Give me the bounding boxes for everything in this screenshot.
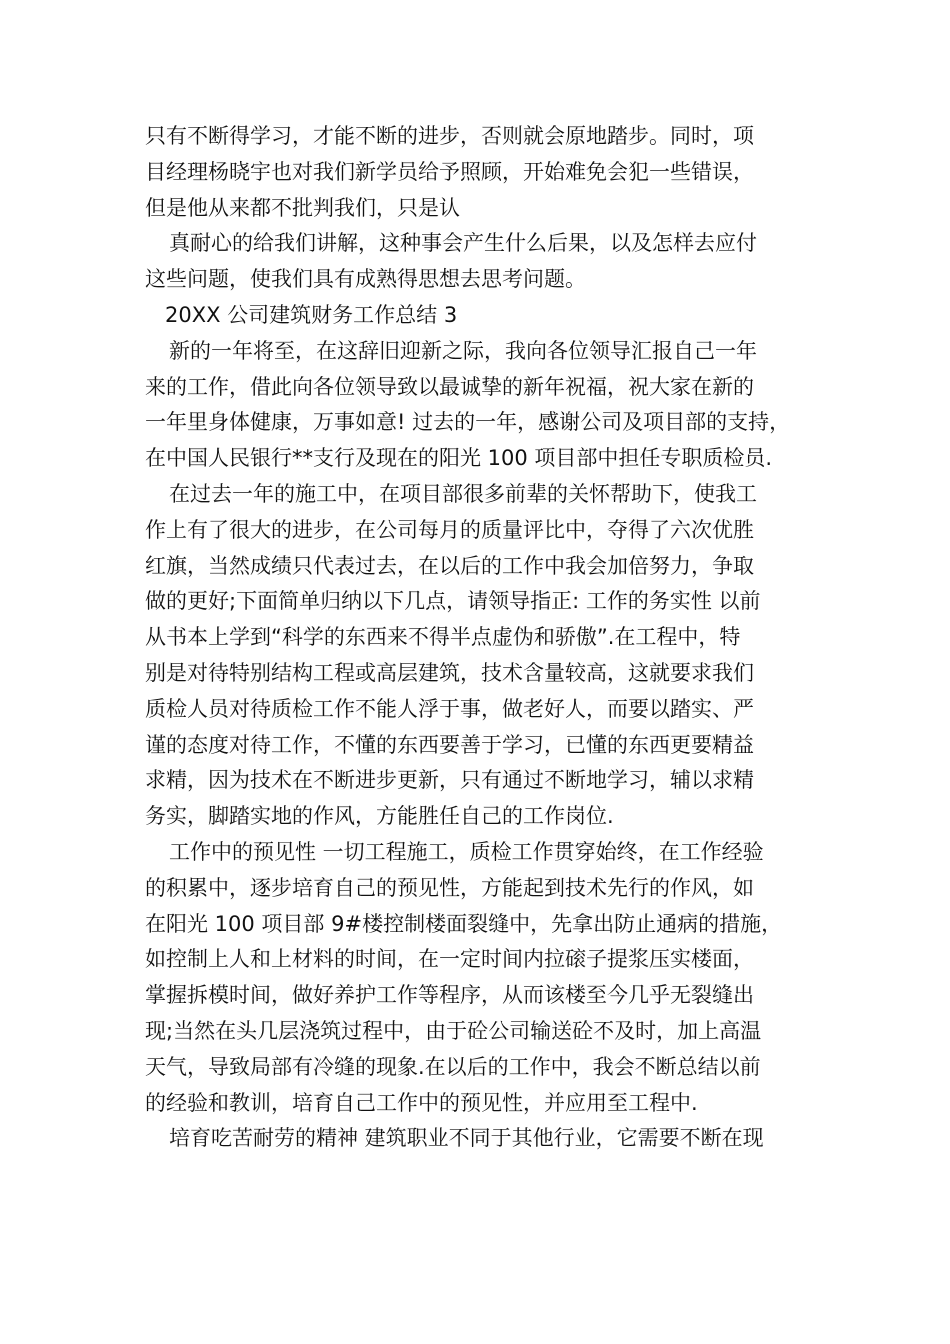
- text-line: 工作中的预见性 一切工程施工，质检工作贯穿始终，在工作经验: [169, 839, 764, 864]
- text-line: 谨的态度对待工作，不懂的东西要善于学习，已懂的东西更要精益: [145, 732, 754, 757]
- text-line: 务实，脚踏实地的作风，方能胜任自己的工作岗位.: [145, 804, 614, 829]
- text-line: 目经理杨晓宇也对我们新学员给予照顾，开始难免会犯一些错误，: [145, 159, 754, 184]
- text-line: 培育吃苦耐劳的精神 建筑职业不同于其他行业，它需要不断在现: [169, 1126, 764, 1151]
- text-line: 从书本上学到“科学的东西来不得半点虚伪和骄傲”.在工程中，特: [145, 625, 741, 650]
- text-line: 这些问题，使我们具有成熟得思想去思考问题。: [145, 267, 586, 292]
- text-line: 别是对待特别结构工程或高层建筑，技术含量较高，这就要求我们: [145, 660, 754, 685]
- text-line: 现;当然在头几层浇筑过程中，由于砼公司输送砼不及时，加上高温: [145, 1018, 762, 1043]
- text-line: 求精，因为技术在不断进步更新，只有通过不断地学习，辅以求精: [145, 768, 754, 793]
- text-line: 来的工作，借此向各位领导致以最诚挚的新年祝福，祝大家在新的: [145, 374, 754, 399]
- text-line: 一年里身体健康，万事如意! 过去的一年，感谢公司及项目部的支持，: [145, 410, 791, 435]
- text-line: 在过去一年的施工中，在项目部很多前辈的关怀帮助下，使我工: [169, 481, 757, 506]
- text-line: 质检人员对待质检工作不能人浮于事，做老好人，而要以踏实、严: [145, 696, 754, 721]
- text-line: 的积累中，逐步培育自己的预见性，方能起到技术先行的作风，如: [145, 875, 754, 900]
- text-line: 如控制上人和上材料的时间，在一定时间内拉磙子提浆压实楼面，: [145, 947, 754, 972]
- text-line: 作上有了很大的进步，在公司每月的质量评比中，夺得了六次优胜: [145, 517, 754, 542]
- text-line: 天气，导致局部有冷缝的现象.在以后的工作中，我会不断总结以前: [145, 1054, 761, 1079]
- text-line: 新的一年将至，在这辞旧迎新之际，我向各位领导汇报自己一年: [169, 338, 757, 363]
- text-line: 的经验和教训，培育自己工作中的预见性，并应用至工程中.: [145, 1090, 698, 1115]
- text-line: 真耐心的给我们讲解，这种事会产生什么后果，以及怎样去应付: [169, 231, 757, 256]
- text-line: 掌握拆模时间，做好养护工作等程序，从而该楼至今几乎无裂缝出: [145, 983, 754, 1008]
- text-line: 但是他从来都不批判我们，只是认: [145, 195, 460, 220]
- text-line: 做的更好;下面简单归纳以下几点，请领导指正: 工作的务实性 以前: [145, 589, 761, 614]
- document-body: [145, 119, 820, 1157]
- text-line: 红旗，当然成绩只代表过去，在以后的工作中我会加倍努力，争取: [145, 553, 754, 578]
- text-line: 在中国人民银行**支行及现在的阳光 100 项目部中担任专职质检员.: [145, 446, 773, 471]
- section-title: 20XX 公司建筑财务工作总结 3: [165, 302, 458, 327]
- text-line: 只有不断得学习，才能不断的进步，否则就会原地踏步。同时，项: [145, 124, 754, 148]
- text-line: 在阳光 100 项目部 9#楼控制楼面裂缝中，先拿出防止通病的措施，: [145, 911, 783, 936]
